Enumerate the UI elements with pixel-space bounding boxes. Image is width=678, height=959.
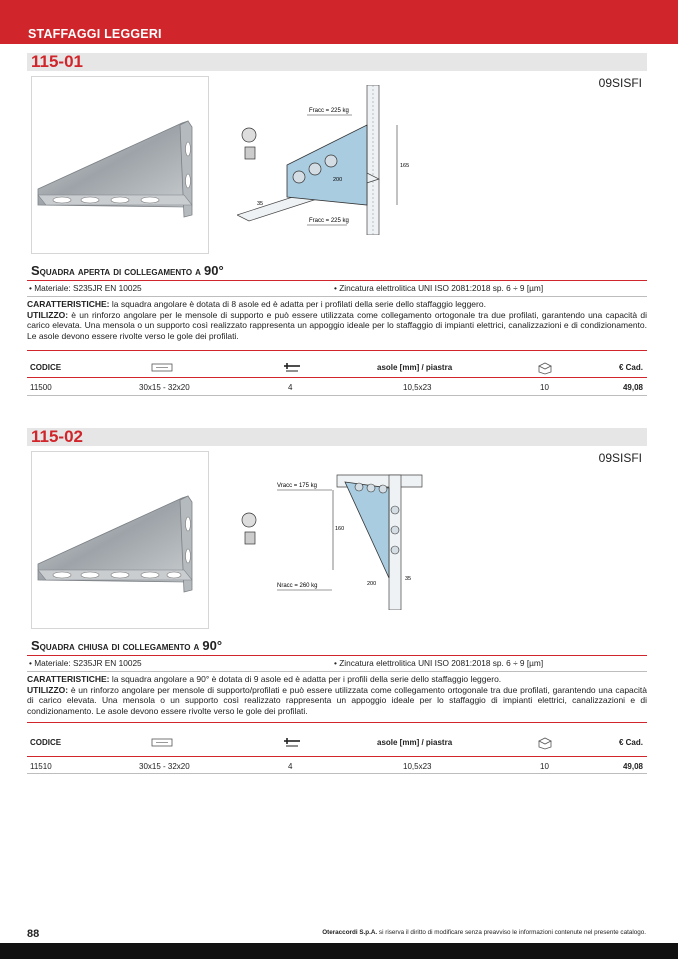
assembly-drawing-icon [237, 460, 427, 610]
finish-spec: • Zincatura elettrolitica UNI ISO 2081:2018 sp. 6 ÷ 9 [µm] [334, 283, 544, 293]
force-label-bottom: Nracc = 260 kg [277, 583, 318, 589]
product-photo [31, 451, 209, 629]
product-code: 115-01 [31, 52, 83, 71]
dimension-side: 35 [257, 201, 264, 207]
col-price: € Cad. [618, 738, 643, 747]
divider [27, 377, 647, 378]
profile-size-icon [151, 736, 173, 748]
product-description: CARATTERISTICHE: la squadra angolare è dotata di 8 asole ed è adatta per i profilati della serie dello staffaggio leggero. UTILIZZO: è un rinforzo angolare per le mensole di supporto e può essere utilizzata come collegamento ortogonale tra due profilati, garantendo una capacità di carico elevata. Una mensola o un supporto così realizzato rappresenta un appoggio ideale per lo staffaggio di impianti elettrici, canalizzazioni e di condizionamento. Le asole devono essere rivolte verso le gole dei profilati. [27, 299, 647, 341]
force-label-bottom: Fracc = 225 kg [309, 218, 349, 224]
force-label-top: Vracc = 175 kg [277, 483, 317, 489]
profile-size-icon [151, 361, 173, 373]
spec-row [27, 656, 647, 670]
product-section-115-02 [27, 428, 647, 788]
material-spec: • Materiale: S235JR EN 10025 [29, 283, 142, 293]
dimension-height: 160 [335, 526, 345, 532]
finish-spec: • Zincatura elettrolitica UNI ISO 2081:2018 sp. 6 ÷ 9 [µm] [334, 658, 544, 668]
product-section-115-01 [27, 53, 647, 408]
product-description: CARATTERISTICHE: la squadra angolare a 90° è dotata di 9 asole ed è adatta per i profili della serie dello staffaggio leggero. UTILIZZO: è un rinforzo angolare per mensole di supporto/profilati e può essere utilizzata come collegamento ortogonale tra due profilati, garantendo una capacità di carico elevata. Una mensola o un supporto così realizzato rappresenta un appoggio ideale per lo staffaggio di impianti elettrici, canalizzazioni e di condizionamento. Le asole devono essere rivolte verso le gole dei profilati. [27, 674, 647, 716]
divider [27, 395, 647, 396]
hole-count-icon [283, 736, 301, 750]
header-bar [0, 0, 678, 44]
col-slots: asole [mm] / piastra [377, 363, 453, 372]
dimension-length: 200 [367, 581, 377, 587]
table-row: 11500 30x15 - 32x20 4 10,5x23 10 49,08 [30, 383, 643, 392]
divider [27, 773, 647, 774]
divider [27, 296, 647, 297]
col-code: CODICE [30, 363, 62, 372]
dimension-length: 200 [333, 177, 343, 183]
divider [27, 756, 647, 757]
col-price: € Cad. [618, 363, 643, 372]
page-number: 88 [27, 928, 40, 940]
technical-drawing [237, 85, 427, 235]
spec-row [27, 281, 647, 295]
bracket-photo-icon [32, 77, 208, 253]
dimension-height: 165 [400, 163, 410, 169]
force-label-top: Fracc = 225 kg [309, 108, 349, 114]
assembly-drawing-icon [237, 85, 427, 235]
package-qty-icon [537, 736, 553, 750]
technical-drawing [237, 460, 427, 610]
table-header [27, 734, 647, 752]
hole-count-icon [283, 361, 301, 375]
table-row: 11510 30x15 - 32x20 4 10,5x23 10 49,08 [30, 762, 643, 771]
product-photo [31, 76, 209, 254]
col-code: CODICE [30, 738, 62, 747]
col-slots: asole [mm] / piastra [377, 738, 453, 747]
footer-bar [0, 943, 678, 959]
footer-disclaimer: Oteraccordi S.p.A. si riserva il diritto di modificare senza preavviso le informazioni contenute nel presente catalogo. [322, 929, 646, 936]
catalog-code: 09SISFI [598, 451, 642, 465]
product-code: 115-02 [31, 427, 83, 446]
divider [27, 350, 647, 351]
section-header [27, 428, 647, 446]
divider [27, 671, 647, 672]
bracket-photo-icon [32, 452, 208, 628]
product-title: Squadra chiusa di collegamento a 90° [31, 638, 223, 653]
divider [27, 722, 647, 723]
section-header [27, 53, 647, 71]
catalog-code: 09SISFI [598, 76, 642, 90]
table-header [27, 359, 647, 377]
package-qty-icon [537, 361, 553, 375]
dimension-side: 35 [405, 576, 412, 582]
page-category-title: STAFFAGGI LEGGERI [28, 27, 162, 41]
product-title: Squadra aperta di collegamento a 90° [31, 263, 224, 278]
material-spec: • Materiale: S235JR EN 10025 [29, 658, 142, 668]
